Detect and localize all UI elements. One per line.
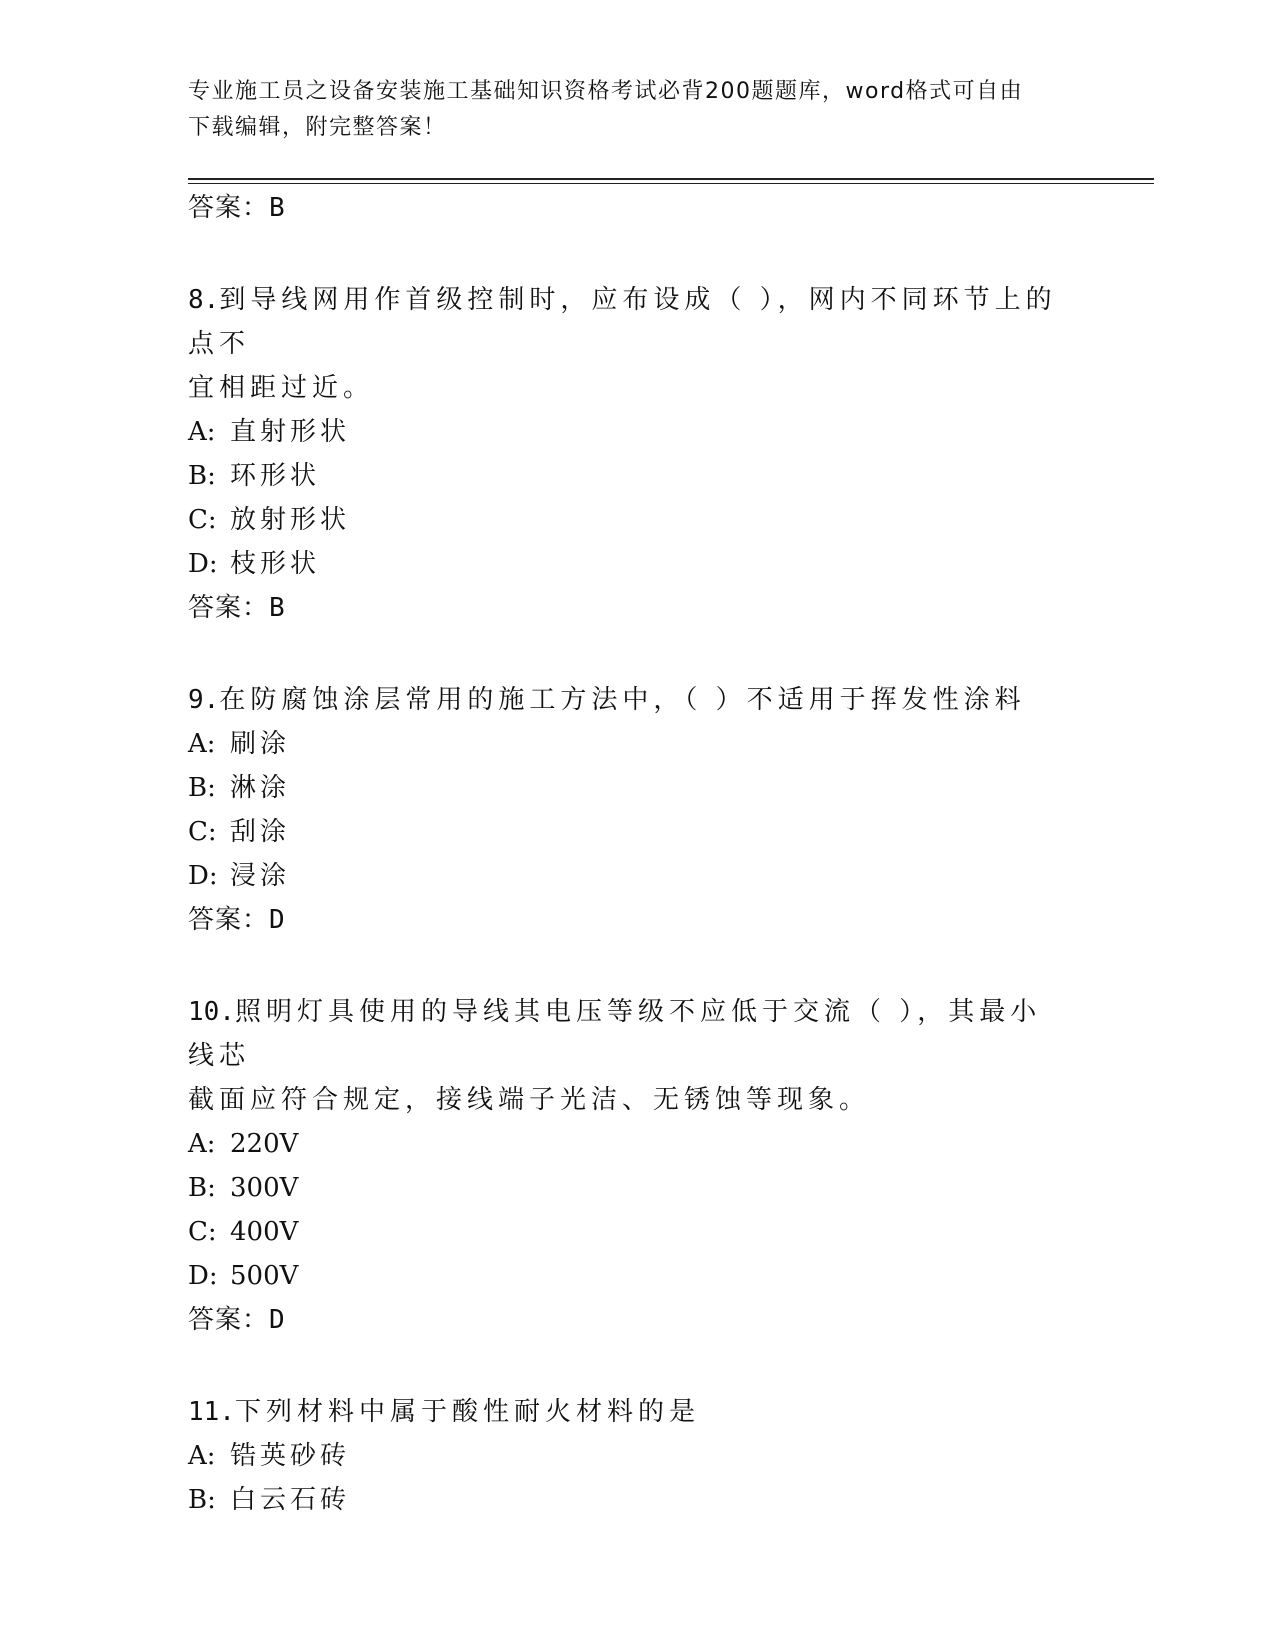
option-text: 白云石砖 [230,1485,351,1515]
option-b [188,1478,1088,1522]
option-d [188,854,1088,898]
option-key: B: [188,461,216,491]
option-key: C: [188,817,217,847]
option-d [188,542,1088,586]
option-key: A: [188,417,216,447]
question-answer [188,586,1088,630]
option-c [188,810,1088,854]
option-d [188,1254,1088,1298]
answer-value: D [269,1305,286,1335]
option-text: 300V [230,1173,299,1203]
question-text-line-2: 截面应符合规定，接线端子光洁、无锈蚀等现象。 [188,1085,871,1115]
option-key: B: [188,1173,216,1203]
document-body [188,186,1088,1522]
question-text [188,678,1068,722]
header-divider-thick [188,178,1154,180]
option-text: 直射形状 [230,417,351,447]
option-text: 环形状 [230,461,321,491]
option-text: 刮涂 [230,817,291,847]
question-number: 11. [188,1397,235,1427]
option-key: A: [188,1129,216,1159]
question-text-line-1: 下列材料中属于酸性耐火材料的是 [234,1397,700,1427]
option-key: A: [188,729,216,759]
option-b [188,766,1088,810]
question-answer [188,898,1088,942]
question-text-line-1: 照明灯具使用的导线其电压等级不应低于交流（ ），其最小线芯 [188,997,1042,1071]
question-9 [188,678,1088,942]
question-text [188,1390,1068,1434]
option-key: D: [188,861,218,891]
option-text: 淋涂 [230,773,291,803]
option-key: B: [188,1485,216,1515]
option-text: 锆英砂砖 [230,1441,351,1471]
answer-label: 答案： [188,593,270,623]
option-a [188,410,1088,454]
option-text: 刷涂 [230,729,291,759]
option-text: 放射形状 [230,505,351,535]
option-c [188,498,1088,542]
option-text: 500V [230,1261,299,1291]
question-number: 8. [188,285,220,315]
question-answer [188,1298,1088,1342]
option-text: 浸涂 [230,861,291,891]
header-divider-thin [188,183,1154,184]
previous-answer [188,186,1088,230]
question-text [188,278,1068,410]
question-number: 10. [188,997,235,1027]
option-key: C: [188,1217,217,1247]
option-a [188,722,1088,766]
header-title-line-2: 下载编辑，附完整答案！ [188,115,447,140]
answer-label: 答案： [188,905,270,935]
option-key: C: [188,505,217,535]
option-a [188,1122,1088,1166]
question-11 [188,1390,1088,1522]
option-text: 400V [230,1217,299,1247]
option-text: 枝形状 [230,549,321,579]
answer-value: D [269,905,286,935]
question-text [188,990,1068,1122]
question-text-line-1: 到导线网用作首级控制时，应布设成（ ），网内不同环节上的点不 [188,285,1057,359]
question-8 [188,278,1088,630]
option-key: A: [188,1441,216,1471]
option-key: D: [188,1261,218,1291]
option-key: D: [188,549,218,579]
option-a [188,1434,1088,1478]
answer-label: 答案： [188,193,270,223]
question-number: 9. [188,685,220,715]
question-text-line-1: 在防腐蚀涂层常用的施工方法中，（ ）不适用于挥发性涂料 [219,685,1026,715]
document-header [188,74,1068,146]
option-b [188,1166,1088,1210]
answer-value: B [269,593,286,623]
option-text: 220V [230,1129,299,1159]
question-10 [188,990,1088,1342]
question-text-line-2: 宜相距过近。 [188,373,375,403]
header-title-line-1: 专业施工员之设备安装施工基础知识资格考试必背200题题库，word格式可自由 [188,79,1024,104]
answer-label: 答案： [188,1305,270,1335]
option-b [188,454,1088,498]
answer-value: B [269,193,286,223]
option-key: B: [188,773,216,803]
option-c [188,1210,1088,1254]
